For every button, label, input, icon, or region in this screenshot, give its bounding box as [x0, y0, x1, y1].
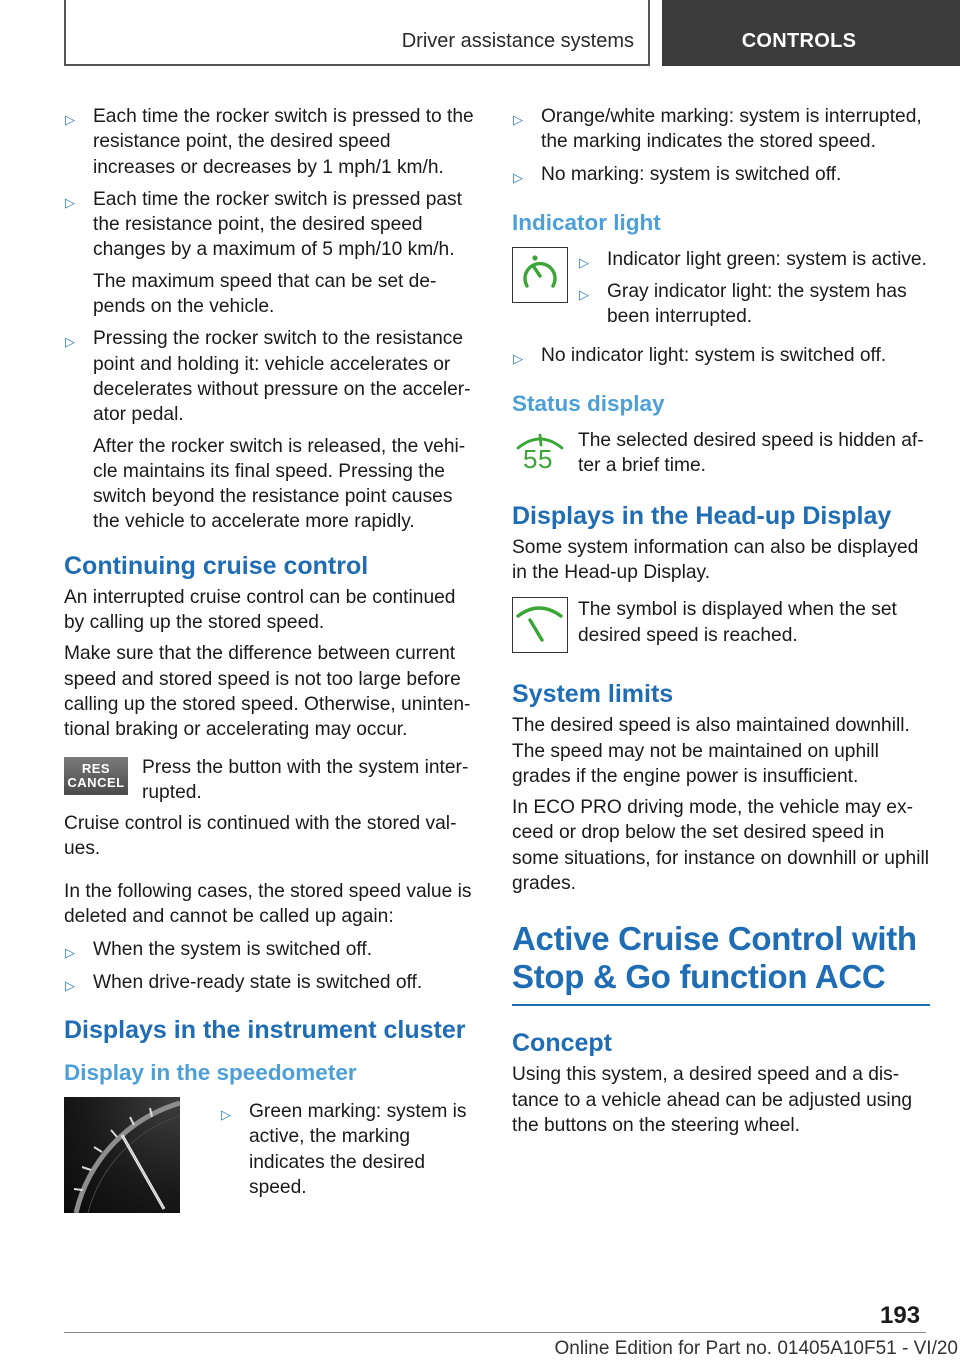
triangle-bullet-icon: ▷ — [579, 254, 589, 270]
paragraph: Using this system, a desired speed and a distance to a vehicle ahead can be adjusted using the buttons on the steering wheel. — [512, 1064, 913, 1136]
list-item: ▷ Each time the rocker switch is pressed past the resistance point, the desired speed changes by a maximum of 5 mph/10 km/h. The maximum speed that can be set depends on the vehicle. — [65, 188, 462, 318]
paragraph: In ECO PRO driving mode, the vehicle may exceed or drop below the set desired speed in some situations, for instance on downhill or uphill grades. — [512, 797, 930, 895]
paragraph: Some system information can also be displayed in the Head-up Display. — [512, 536, 919, 583]
list-item: ▷ Green marking: system is active, the marking indicates the desired speed. — [221, 1100, 467, 1198]
right-column — [512, 104, 930, 1144]
paragraph: Make sure that the difference between current speed and stored speed is not too large before calling up the stored speed. Otherwise, unintentional braking or accelerating may occur. — [64, 643, 471, 741]
heading-continuing-cruise-control: Continuing cruise control — [64, 551, 369, 580]
heading-concept: Concept — [512, 1029, 612, 1058]
footer-edition: Online Edition for Part no. 01405A10F51 - VI/20 — [554, 1338, 958, 1359]
speedometer-figure — [64, 1097, 478, 1213]
heading-status-display: Status display — [512, 391, 665, 417]
indicator-light-figure — [512, 247, 930, 337]
list-item: ▷ No indicator light: system is switched off. — [512, 343, 930, 368]
header-section-title: Driver assistance systems — [401, 30, 634, 52]
triangle-bullet-icon: ▷ — [221, 1106, 231, 1122]
res-cancel-button-icon: RES CANCEL — [64, 757, 128, 795]
paragraph: An interrupted cruise control can be continued by calling up the stored speed. — [64, 586, 456, 634]
status-description: The selected desired speed is hidden after a brief time. — [578, 430, 924, 477]
status-display-figure — [512, 428, 930, 479]
page-number: 193 — [880, 1302, 921, 1329]
triangle-bullet-icon: ▷ — [65, 112, 75, 127]
triangle-bullet-icon: ▷ — [513, 350, 523, 366]
hud-description: The symbol is displayed when the set desired speed is reached. — [578, 599, 897, 646]
list-item: ▷ Gray indicator light: the system has been interrupted. — [579, 281, 907, 328]
speedometer-dial-icon — [64, 1097, 180, 1213]
triangle-bullet-icon: ▷ — [65, 977, 75, 993]
triangle-bullet-icon: ▷ — [65, 194, 75, 210]
indicator-light-icon — [512, 247, 568, 303]
res-cancel-figure — [64, 755, 478, 806]
status-speed-value: 55 — [523, 444, 553, 475]
paragraph: The desired speed is also maintained downhill. The speed may not be maintained on uphill grades if the engine power is insufficient. — [512, 715, 910, 787]
header-section-box — [64, 0, 650, 66]
list-item: ▷ Indicator light green: system is active. — [578, 247, 930, 272]
hud-speed-reached-icon — [512, 597, 568, 653]
left-column — [64, 104, 478, 1219]
footer-rule — [64, 1332, 926, 1333]
heading-display-speedometer: Display in the speedometer — [64, 1059, 357, 1085]
heading-head-up-display: Displays in the Head-up Display — [512, 501, 892, 530]
triangle-bullet-icon: ▷ — [65, 945, 75, 961]
heading-system-limits: System limits — [512, 680, 674, 709]
res-cancel-description: Press the button with the system interrupted. — [142, 756, 469, 803]
list-item: ▷ Each time the rocker switch is pressed to the resistance point, the desired speed increases or decreases by 1 mph/1 km/h. — [65, 106, 474, 178]
triangle-bullet-icon: ▷ — [579, 287, 589, 303]
speedometer-image — [64, 1097, 180, 1213]
triangle-bullet-icon: ▷ — [65, 334, 75, 350]
list-item: ▷ When the system is switched off. — [64, 937, 478, 962]
heading-rule — [512, 1004, 930, 1006]
status-speed-icon — [512, 428, 568, 478]
list-item: ▷ Pressing the rocker switch to the resistance point and holding it: vehicle accelerates or decelerates without pressure on the accelerator pedal. After the rocker switch is released, the vehicle maintains its final speed. Pressing the switch beyond the resistance point causes the vehicle to accelerate more rapidly. — [65, 328, 471, 533]
heading-indicator-light: Indicator light — [512, 209, 661, 235]
header-chapter-tab — [662, 0, 960, 66]
list-item: ▷ When drive-ready state is switched off. — [64, 970, 478, 995]
list-item: ▷ Orange/white marking: system is interrupted, the marking indicates the stored speed. — [513, 106, 922, 153]
paragraph: Cruise control is continued with the stored values. — [64, 813, 457, 860]
triangle-bullet-icon: ▷ — [513, 169, 523, 185]
heading-displays-instrument-cluster: Displays in the instrument cluster — [64, 1015, 466, 1044]
triangle-bullet-icon: ▷ — [513, 112, 523, 127]
paragraph: In the following cases, the stored speed value is deleted and cannot be called up again: — [64, 880, 472, 928]
header-chapter-label: CONTROLS — [741, 30, 857, 52]
heading-active-cruise-control: Active Cruise Control with Stop & Go function ACC — [512, 920, 917, 996]
hud-figure — [512, 597, 930, 653]
list-item: ▷ No marking: system is switched off. — [512, 162, 930, 187]
